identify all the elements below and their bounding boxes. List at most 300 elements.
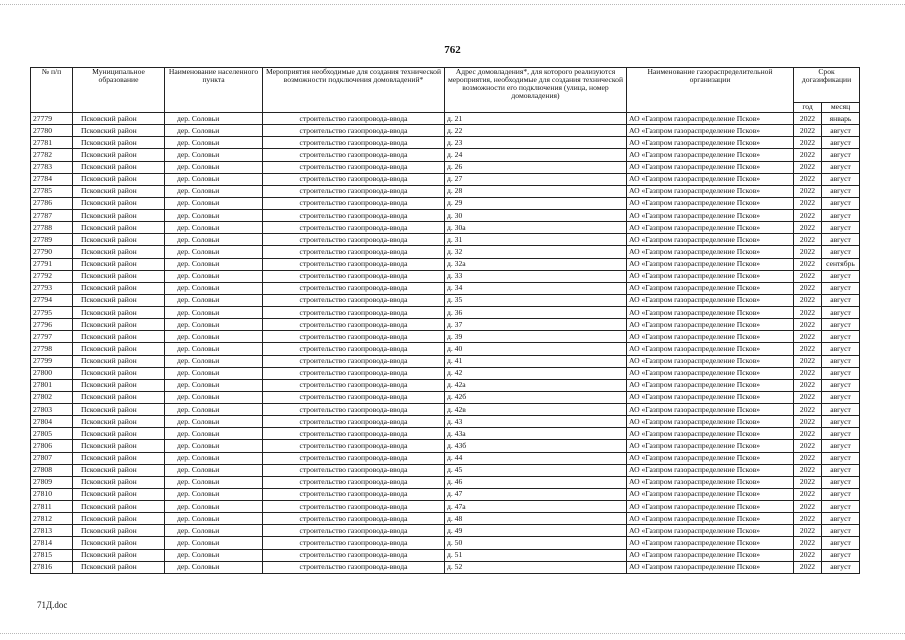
month-cell: август xyxy=(822,331,860,343)
settlement-cell: дер. Соловьи xyxy=(165,416,263,428)
header-org: Наименование газораспределительной организации xyxy=(627,68,794,113)
row-number: 27809 xyxy=(31,476,73,488)
year-cell: 2022 xyxy=(794,379,822,391)
month-cell: август xyxy=(822,149,860,161)
year-cell: 2022 xyxy=(794,113,822,125)
table-header xyxy=(31,68,860,113)
district-cell: Псковский район xyxy=(73,452,165,464)
row-number: 27779 xyxy=(31,113,73,125)
month-cell: август xyxy=(822,464,860,476)
table-row xyxy=(31,270,860,282)
organization-cell: АО «Газпром газораспределение Псков» xyxy=(627,525,794,537)
year-cell: 2022 xyxy=(794,391,822,403)
address-cell: д. 52 xyxy=(445,561,627,573)
activity-cell: строительство газопровода-ввода xyxy=(263,137,445,149)
address-cell: д. 32 xyxy=(445,246,627,258)
address-cell: д. 30а xyxy=(445,222,627,234)
settlement-cell: дер. Соловьи xyxy=(165,391,263,403)
month-cell: август xyxy=(822,367,860,379)
organization-cell: АО «Газпром газораспределение Псков» xyxy=(627,222,794,234)
address-cell: д. 44 xyxy=(445,452,627,464)
table-row xyxy=(31,294,860,306)
month-cell: август xyxy=(822,282,860,294)
scan-bottom-edge xyxy=(0,633,905,635)
year-cell: 2022 xyxy=(794,173,822,185)
table-row xyxy=(31,549,860,561)
month-cell: август xyxy=(822,440,860,452)
year-cell: 2022 xyxy=(794,416,822,428)
table-row xyxy=(31,258,860,270)
table-row xyxy=(31,464,860,476)
district-cell: Псковский район xyxy=(73,391,165,403)
table-row xyxy=(31,513,860,525)
district-cell: Псковский район xyxy=(73,549,165,561)
activity-cell: строительство газопровода-ввода xyxy=(263,355,445,367)
year-cell: 2022 xyxy=(794,501,822,513)
table-row xyxy=(31,197,860,209)
activity-cell: строительство газопровода-ввода xyxy=(263,282,445,294)
district-cell: Псковский район xyxy=(73,379,165,391)
activity-cell: строительство газопровода-ввода xyxy=(263,343,445,355)
district-cell: Псковский район xyxy=(73,113,165,125)
settlement-cell: дер. Соловьи xyxy=(165,379,263,391)
month-cell: август xyxy=(822,391,860,403)
settlement-cell: дер. Соловьи xyxy=(165,210,263,222)
table-row xyxy=(31,137,860,149)
table-row xyxy=(31,185,860,197)
district-cell: Псковский район xyxy=(73,416,165,428)
organization-cell: АО «Газпром газораспределение Псков» xyxy=(627,294,794,306)
table-row xyxy=(31,440,860,452)
table-row xyxy=(31,452,860,464)
month-cell: август xyxy=(822,488,860,500)
activity-cell: строительство газопровода-ввода xyxy=(263,258,445,270)
table-row xyxy=(31,319,860,331)
year-cell: 2022 xyxy=(794,149,822,161)
organization-cell: АО «Газпром газораспределение Псков» xyxy=(627,319,794,331)
table-row xyxy=(31,428,860,440)
district-cell: Псковский район xyxy=(73,270,165,282)
district-cell: Псковский район xyxy=(73,234,165,246)
organization-cell: АО «Газпром газораспределение Псков» xyxy=(627,113,794,125)
month-cell: август xyxy=(822,197,860,209)
row-number: 27795 xyxy=(31,307,73,319)
month-cell: август xyxy=(822,513,860,525)
activity-cell: строительство газопровода-ввода xyxy=(263,476,445,488)
month-cell: август xyxy=(822,307,860,319)
row-number: 27794 xyxy=(31,294,73,306)
year-cell: 2022 xyxy=(794,561,822,573)
activity-cell: строительство газопровода-ввода xyxy=(263,246,445,258)
activity-cell: строительство газопровода-ввода xyxy=(263,537,445,549)
settlement-cell: дер. Соловьи xyxy=(165,197,263,209)
settlement-cell: дер. Соловьи xyxy=(165,476,263,488)
activity-cell: строительство газопровода-ввода xyxy=(263,173,445,185)
settlement-cell: дер. Соловьи xyxy=(165,464,263,476)
district-cell: Псковский район xyxy=(73,513,165,525)
row-number: 27816 xyxy=(31,561,73,573)
settlement-cell: дер. Соловьи xyxy=(165,525,263,537)
settlement-cell: дер. Соловьи xyxy=(165,149,263,161)
organization-cell: АО «Газпром газораспределение Псков» xyxy=(627,404,794,416)
settlement-cell: дер. Соловьи xyxy=(165,173,263,185)
settlement-cell: дер. Соловьи xyxy=(165,440,263,452)
district-cell: Псковский район xyxy=(73,246,165,258)
address-cell: д. 41 xyxy=(445,355,627,367)
organization-cell: АО «Газпром газораспределение Псков» xyxy=(627,307,794,319)
month-cell: август xyxy=(822,161,860,173)
settlement-cell: дер. Соловьи xyxy=(165,331,263,343)
organization-cell: АО «Газпром газораспределение Псков» xyxy=(627,440,794,452)
header-month: месяц xyxy=(822,103,860,113)
activity-cell: строительство газопровода-ввода xyxy=(263,222,445,234)
district-cell: Псковский район xyxy=(73,307,165,319)
address-cell: д. 32а xyxy=(445,258,627,270)
address-cell: д. 50 xyxy=(445,537,627,549)
district-cell: Псковский район xyxy=(73,525,165,537)
activity-cell: строительство газопровода-ввода xyxy=(263,270,445,282)
year-cell: 2022 xyxy=(794,307,822,319)
organization-cell: АО «Газпром газораспределение Псков» xyxy=(627,161,794,173)
month-cell: август xyxy=(822,525,860,537)
district-cell: Псковский район xyxy=(73,294,165,306)
organization-cell: АО «Газпром газораспределение Псков» xyxy=(627,391,794,403)
month-cell: август xyxy=(822,549,860,561)
address-cell: д. 47а xyxy=(445,501,627,513)
district-cell: Псковский район xyxy=(73,367,165,379)
table-row xyxy=(31,222,860,234)
table-row xyxy=(31,476,860,488)
row-number: 27797 xyxy=(31,331,73,343)
activity-cell: строительство газопровода-ввода xyxy=(263,488,445,500)
settlement-cell: дер. Соловьи xyxy=(165,537,263,549)
month-cell: август xyxy=(822,270,860,282)
address-cell: д. 51 xyxy=(445,549,627,561)
year-cell: 2022 xyxy=(794,270,822,282)
address-cell: д. 46 xyxy=(445,476,627,488)
address-cell: д. 31 xyxy=(445,234,627,246)
year-cell: 2022 xyxy=(794,331,822,343)
year-cell: 2022 xyxy=(794,185,822,197)
address-cell: д. 45 xyxy=(445,464,627,476)
settlement-cell: дер. Соловьи xyxy=(165,258,263,270)
month-cell: август xyxy=(822,294,860,306)
address-cell: д. 36 xyxy=(445,307,627,319)
settlement-cell: дер. Соловьи xyxy=(165,294,263,306)
district-cell: Псковский район xyxy=(73,476,165,488)
row-number: 27810 xyxy=(31,488,73,500)
month-cell: август xyxy=(822,537,860,549)
address-cell: д. 43б xyxy=(445,440,627,452)
row-number: 27781 xyxy=(31,137,73,149)
row-number: 27785 xyxy=(31,185,73,197)
table-row xyxy=(31,355,860,367)
table-row xyxy=(31,343,860,355)
row-number: 27803 xyxy=(31,404,73,416)
activity-cell: строительство газопровода-ввода xyxy=(263,561,445,573)
address-cell: д. 43а xyxy=(445,428,627,440)
year-cell: 2022 xyxy=(794,367,822,379)
table-row xyxy=(31,501,860,513)
organization-cell: АО «Газпром газораспределение Псков» xyxy=(627,270,794,282)
table-row xyxy=(31,307,860,319)
table-row xyxy=(31,149,860,161)
month-cell: август xyxy=(822,404,860,416)
activity-cell: строительство газопровода-ввода xyxy=(263,185,445,197)
month-cell: август xyxy=(822,379,860,391)
organization-cell: АО «Газпром газораспределение Псков» xyxy=(627,561,794,573)
table-row xyxy=(31,367,860,379)
year-cell: 2022 xyxy=(794,319,822,331)
address-cell: д. 35 xyxy=(445,294,627,306)
organization-cell: АО «Газпром газораспределение Псков» xyxy=(627,210,794,222)
activity-cell: строительство газопровода-ввода xyxy=(263,125,445,137)
month-cell: август xyxy=(822,476,860,488)
settlement-cell: дер. Соловьи xyxy=(165,561,263,573)
year-cell: 2022 xyxy=(794,161,822,173)
row-number: 27805 xyxy=(31,428,73,440)
month-cell: август xyxy=(822,343,860,355)
year-cell: 2022 xyxy=(794,258,822,270)
row-number: 27808 xyxy=(31,464,73,476)
activity-cell: строительство газопровода-ввода xyxy=(263,307,445,319)
row-number: 27784 xyxy=(31,173,73,185)
address-cell: д. 42б xyxy=(445,391,627,403)
year-cell: 2022 xyxy=(794,355,822,367)
address-cell: д. 48 xyxy=(445,513,627,525)
settlement-cell: дер. Соловьи xyxy=(165,185,263,197)
table-body xyxy=(31,113,860,574)
district-cell: Псковский район xyxy=(73,428,165,440)
row-number: 27801 xyxy=(31,379,73,391)
organization-cell: АО «Газпром газораспределение Псков» xyxy=(627,343,794,355)
district-cell: Псковский район xyxy=(73,197,165,209)
month-cell: август xyxy=(822,234,860,246)
address-cell: д. 23 xyxy=(445,137,627,149)
district-cell: Псковский район xyxy=(73,210,165,222)
activity-cell: строительство газопровода-ввода xyxy=(263,404,445,416)
organization-cell: АО «Газпром газораспределение Псков» xyxy=(627,125,794,137)
row-number: 27796 xyxy=(31,319,73,331)
activity-cell: строительство газопровода-ввода xyxy=(263,391,445,403)
address-cell: д. 43 xyxy=(445,416,627,428)
month-cell: август xyxy=(822,501,860,513)
address-cell: д. 42 xyxy=(445,367,627,379)
settlement-cell: дер. Соловьи xyxy=(165,355,263,367)
address-cell: д. 24 xyxy=(445,149,627,161)
table-row xyxy=(31,161,860,173)
settlement-cell: дер. Соловьи xyxy=(165,343,263,355)
settlement-cell: дер. Соловьи xyxy=(165,488,263,500)
activity-cell: строительство газопровода-ввода xyxy=(263,464,445,476)
district-cell: Псковский район xyxy=(73,488,165,500)
table-row xyxy=(31,404,860,416)
organization-cell: АО «Газпром газораспределение Псков» xyxy=(627,476,794,488)
month-cell: август xyxy=(822,246,860,258)
row-number: 27788 xyxy=(31,222,73,234)
activity-cell: строительство газопровода-ввода xyxy=(263,416,445,428)
organization-cell: АО «Газпром газораспределение Псков» xyxy=(627,452,794,464)
table-row xyxy=(31,379,860,391)
address-cell: д. 39 xyxy=(445,331,627,343)
row-number: 27814 xyxy=(31,537,73,549)
year-cell: 2022 xyxy=(794,234,822,246)
organization-cell: АО «Газпром газораспределение Псков» xyxy=(627,258,794,270)
row-number: 27815 xyxy=(31,549,73,561)
month-cell: август xyxy=(822,137,860,149)
district-cell: Псковский район xyxy=(73,173,165,185)
settlement-cell: дер. Соловьи xyxy=(165,549,263,561)
activity-cell: строительство газопровода-ввода xyxy=(263,501,445,513)
year-cell: 2022 xyxy=(794,464,822,476)
month-cell: август xyxy=(822,319,860,331)
scan-top-edge xyxy=(0,4,905,6)
table-row xyxy=(31,331,860,343)
month-cell: август xyxy=(822,125,860,137)
district-cell: Псковский район xyxy=(73,282,165,294)
year-cell: 2022 xyxy=(794,513,822,525)
activity-cell: строительство газопровода-ввода xyxy=(263,525,445,537)
address-cell: д. 22 xyxy=(445,125,627,137)
organization-cell: АО «Газпром газораспределение Псков» xyxy=(627,488,794,500)
year-cell: 2022 xyxy=(794,537,822,549)
settlement-cell: дер. Соловьи xyxy=(165,319,263,331)
activity-cell: строительство газопровода-ввода xyxy=(263,331,445,343)
district-cell: Псковский район xyxy=(73,319,165,331)
header-district: Муниципальное образование xyxy=(73,68,165,113)
month-cell: январь xyxy=(822,113,860,125)
address-cell: д. 27 xyxy=(445,173,627,185)
district-cell: Псковский район xyxy=(73,464,165,476)
row-number: 27798 xyxy=(31,343,73,355)
year-cell: 2022 xyxy=(794,246,822,258)
organization-cell: АО «Газпром газораспределение Псков» xyxy=(627,246,794,258)
row-number: 27789 xyxy=(31,234,73,246)
table-row xyxy=(31,173,860,185)
organization-cell: АО «Газпром газораспределение Псков» xyxy=(627,537,794,549)
header-settlement: Наименование населенного пункта xyxy=(165,68,263,113)
district-cell: Псковский район xyxy=(73,258,165,270)
settlement-cell: дер. Соловьи xyxy=(165,125,263,137)
year-cell: 2022 xyxy=(794,282,822,294)
district-cell: Псковский район xyxy=(73,501,165,513)
activity-cell: строительство газопровода-ввода xyxy=(263,452,445,464)
row-number: 27780 xyxy=(31,125,73,137)
table-row xyxy=(31,210,860,222)
header-num: № п/п xyxy=(31,68,73,113)
month-cell: август xyxy=(822,416,860,428)
district-cell: Псковский район xyxy=(73,404,165,416)
row-number: 27800 xyxy=(31,367,73,379)
month-cell: август xyxy=(822,355,860,367)
row-number: 27791 xyxy=(31,258,73,270)
organization-cell: АО «Газпром газораспределение Псков» xyxy=(627,197,794,209)
organization-cell: АО «Газпром газораспределение Псков» xyxy=(627,137,794,149)
table-row xyxy=(31,416,860,428)
activity-cell: строительство газопровода-ввода xyxy=(263,234,445,246)
organization-cell: АО «Газпром газораспределение Псков» xyxy=(627,185,794,197)
activity-cell: строительство газопровода-ввода xyxy=(263,549,445,561)
row-number: 27807 xyxy=(31,452,73,464)
month-cell: сентябрь xyxy=(822,258,860,270)
header-term: Срок догазификации xyxy=(794,68,860,103)
organization-cell: АО «Газпром газораспределение Псков» xyxy=(627,379,794,391)
organization-cell: АО «Газпром газораспределение Псков» xyxy=(627,464,794,476)
year-cell: 2022 xyxy=(794,125,822,137)
month-cell: август xyxy=(822,210,860,222)
district-cell: Псковский район xyxy=(73,222,165,234)
settlement-cell: дер. Соловьи xyxy=(165,270,263,282)
address-cell: д. 42а xyxy=(445,379,627,391)
activity-cell: строительство газопровода-ввода xyxy=(263,197,445,209)
district-cell: Псковский район xyxy=(73,331,165,343)
address-cell: д. 49 xyxy=(445,525,627,537)
organization-cell: АО «Газпром газораспределение Псков» xyxy=(627,149,794,161)
row-number: 27804 xyxy=(31,416,73,428)
row-number: 27811 xyxy=(31,501,73,513)
row-number: 27813 xyxy=(31,525,73,537)
settlement-cell: дер. Соловьи xyxy=(165,222,263,234)
organization-cell: АО «Газпром газораспределение Псков» xyxy=(627,549,794,561)
settlement-cell: дер. Соловьи xyxy=(165,137,263,149)
row-number: 27790 xyxy=(31,246,73,258)
activity-cell: строительство газопровода-ввода xyxy=(263,319,445,331)
district-cell: Псковский район xyxy=(73,137,165,149)
settlement-cell: дер. Соловьи xyxy=(165,113,263,125)
district-cell: Псковский район xyxy=(73,355,165,367)
address-cell: д. 40 xyxy=(445,343,627,355)
settlement-cell: дер. Соловьи xyxy=(165,282,263,294)
month-cell: август xyxy=(822,428,860,440)
district-cell: Псковский район xyxy=(73,185,165,197)
organization-cell: АО «Газпром газораспределение Псков» xyxy=(627,428,794,440)
year-cell: 2022 xyxy=(794,428,822,440)
organization-cell: АО «Газпром газораспределение Псков» xyxy=(627,173,794,185)
row-number: 27786 xyxy=(31,197,73,209)
row-number: 27812 xyxy=(31,513,73,525)
header-address: Адрес домовладения*, для которого реализуются мероприятия, необходимые для создания технической возможности его подключения (улица, номер домовладения) xyxy=(445,68,627,113)
address-cell: д. 34 xyxy=(445,282,627,294)
month-cell: август xyxy=(822,185,860,197)
month-cell: август xyxy=(822,173,860,185)
table-row xyxy=(31,525,860,537)
district-cell: Псковский район xyxy=(73,149,165,161)
footer-filename: 71Д.doc xyxy=(37,600,68,610)
table-row xyxy=(31,537,860,549)
organization-cell: АО «Газпром газораспределение Псков» xyxy=(627,234,794,246)
district-cell: Псковский район xyxy=(73,537,165,549)
settlement-cell: дер. Соловьи xyxy=(165,161,263,173)
settlement-cell: дер. Соловьи xyxy=(165,428,263,440)
table-row xyxy=(31,561,860,573)
year-cell: 2022 xyxy=(794,525,822,537)
organization-cell: АО «Газпром газораспределение Псков» xyxy=(627,416,794,428)
settlement-cell: дер. Соловьи xyxy=(165,501,263,513)
address-cell: д. 29 xyxy=(445,197,627,209)
organization-cell: АО «Газпром газораспределение Псков» xyxy=(627,513,794,525)
table-row xyxy=(31,391,860,403)
page-number: 762 xyxy=(444,44,461,56)
address-cell: д. 37 xyxy=(445,319,627,331)
year-cell: 2022 xyxy=(794,137,822,149)
activity-cell: строительство газопровода-ввода xyxy=(263,513,445,525)
district-cell: Псковский район xyxy=(73,440,165,452)
activity-cell: строительство газопровода-ввода xyxy=(263,149,445,161)
organization-cell: АО «Газпром газораспределение Псков» xyxy=(627,331,794,343)
table-row xyxy=(31,234,860,246)
year-cell: 2022 xyxy=(794,197,822,209)
district-cell: Псковский район xyxy=(73,161,165,173)
